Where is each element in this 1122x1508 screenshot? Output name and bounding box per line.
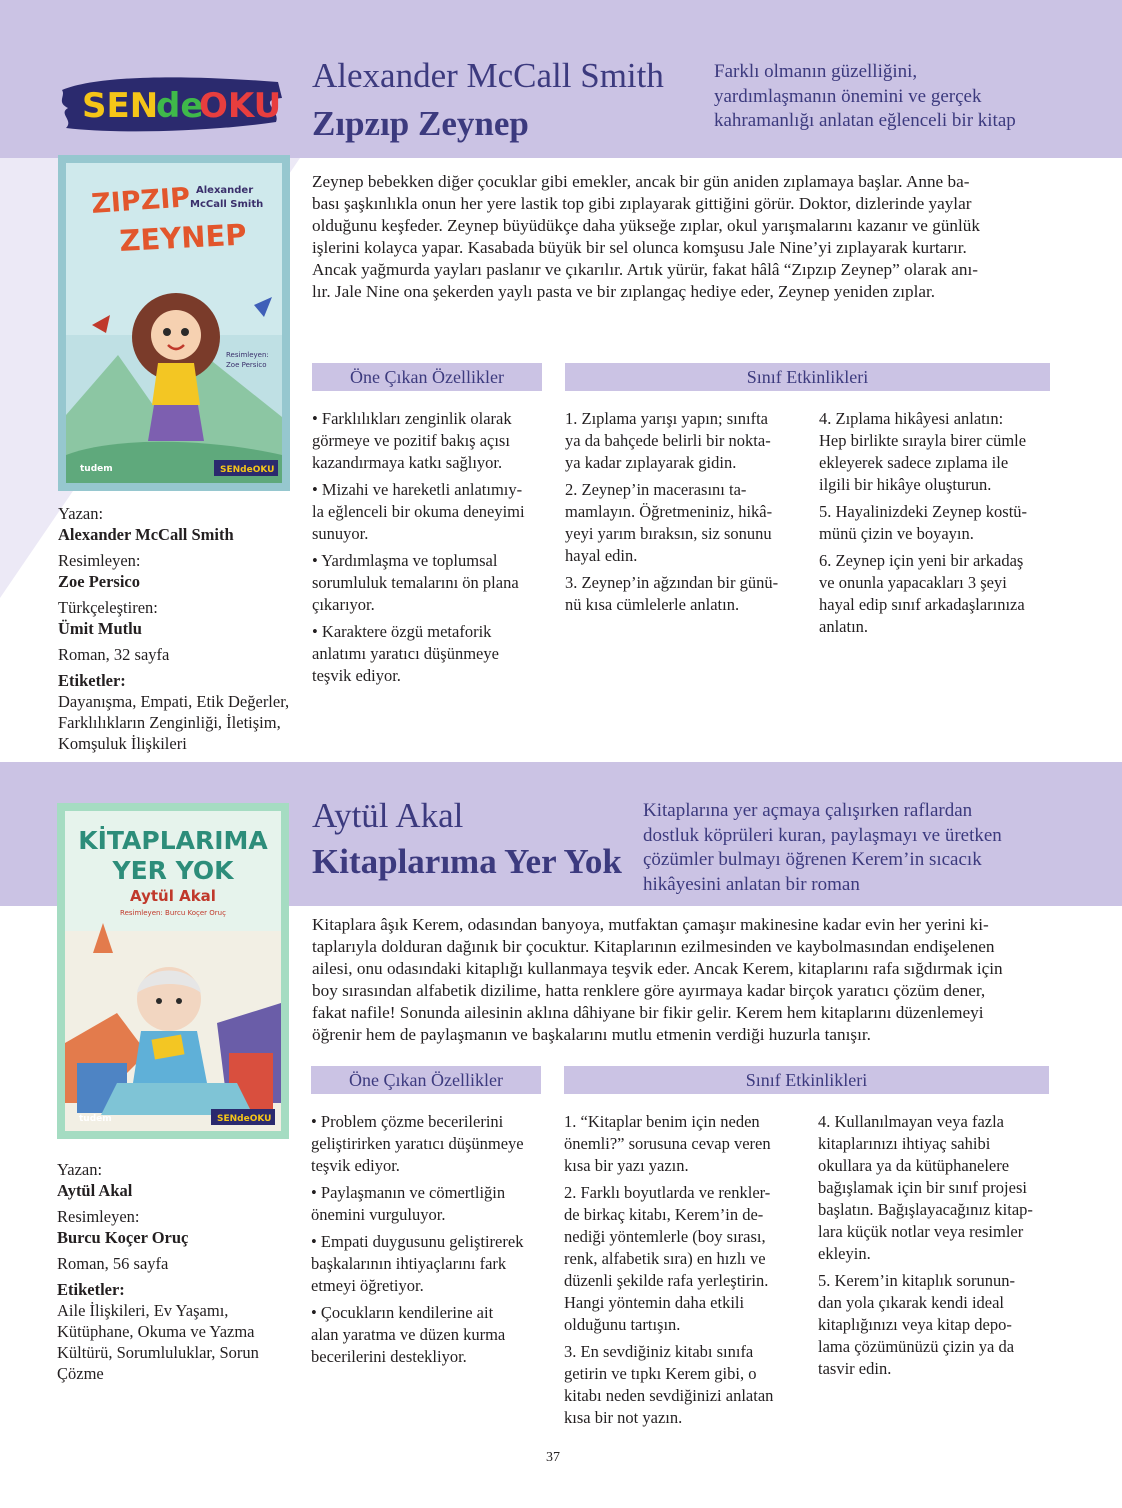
logo-de: de [156, 86, 204, 126]
book1-cover-series: SENdeOKU [220, 465, 275, 475]
book2-summary: Kitaplara âşık Kerem, odasından banyoya, mutfaktan çamaşır makinesine kadar evin her yerini ki- taplarıyla dolduran dağınık bir çocuktur. Kitaplarının ezilmesinden ve kaybolmasından endişelenen ailesi, onu odasındaki kitaplığı kullanmaya teşvik eder. Ancak Kerem, kitaplarını rafa sığdırmak için boy sırasından alfabetik dizilime, hatta renklere göre ayırmaya kadar birçok yaratıcı çözüm dener, fakat nafile! Sonunda ailesinin aklına dâhiyane bir fikir gelir. Kerem hem kitaplarını düzenlemeyi öğrenir hem de paylaşmanın ve başkalarını mutlu etmenin verdiği huzurla tanışır. [312, 915, 1003, 1044]
list-item: 4. Kullanılmayan veya fazla kitaplarınızı ihtiyaç sahibi okullara ya da kütüphanelere bağışlamak için bir sınıf projesi başlatın. Bağışlayacağınız kitap- lara küçük notlar veya resimler ekleyin. [818, 1112, 1033, 1263]
book1-cover-author-2: McCall Smith [190, 199, 264, 210]
list-item: 2. Zeynep’in macerasını ta- mamlayın. Öğretmeniniz, hikâ- yeyi yarım bıraksın, siz sonunu hayal edin. [565, 480, 773, 565]
list-item: 4. Zıplama hikâyesi anlatın: Hep birlikte sırayla birer cümle ekleyerek sadece zıplama ile ilgili bir hikâye oluşturun. [819, 409, 1027, 494]
book2-info-panel: Yazan: Aytül Akal Resimleyen: Burcu Koçer Oruç Roman, 56 sayfa Etiketler: Aile İlişkileri, Ev Yaşamı, Kütüphane, Okuma ve Yazma Kültürü, Sorumluluklar, Sorun Çözme [57, 1160, 259, 1383]
book2-cover-author: Aytül Akal [130, 887, 216, 905]
list-item: 5. Kerem’in kitaplık sorunun- dan yola çıkarak kendi ideal kitaplığınızı veya kitap depo- lama çözümünüzü çizin ya da tasvir edin. [818, 1271, 1016, 1378]
book1-activities-right [819, 408, 1069, 643]
list-item: 6. Zeynep için yeni bir arkadaş ve onunla yapacakları 3 şeyi hayal edip sınıf arkadaşlarınıza anlatın. [819, 551, 1025, 636]
list-item: • Yardımlaşma ve toplumsal sorumluluk temalarını ön plana çıkarıyor. [312, 551, 519, 614]
book1-cover-title-1: ZIPZIP [90, 182, 192, 220]
book1-cover-illustrator-label: Resimleyen: [226, 351, 269, 359]
list-item: • Empati duygusunu geliştirerek başkalarının ihtiyaçlarını fark etmeyi öğretiyor. [311, 1232, 524, 1295]
book1-cover-illustrator: Zoe Persico [226, 361, 267, 369]
book2-cover-image [57, 803, 289, 1139]
list-item: • Karaktere özgü metaforik anlatımı yaratıcı düşünmeye teşvik ediyor. [312, 622, 499, 685]
book2-tagline: Kitaplarına yer açmaya çalışırken raflardan dostluk köprüleri kuran, paylaşmayı ve üretken çözümler bulmayı öğrenen Kerem’in sıcacık hikâyesini anlatan bir roman [643, 800, 1002, 895]
book2-features-header: Öne Çıkan Özellikler [311, 1066, 541, 1094]
list-item: 2. Farklı boyutlarda ve renkler- de birkaç kitabı, Kerem’in de- nediği yöntemlerle (boy sırası, renk, alfabetik sıra) en hızlı ve düzenli şekilde rafa yerleştirin. Hangi yöntemin daha etkili olduğunu tartışın. [564, 1183, 771, 1334]
book2-cover-illustrator: Resimleyen: Burcu Koçer Oruç [120, 909, 226, 917]
list-item: • Çocukların kendilerine ait alan yaratma ve düzen kurma becerilerini destekliyor. [311, 1303, 506, 1366]
book2-activities-header: Sınıf Etkinlikleri [564, 1066, 1049, 1094]
book1-tagline: Farklı olmanın güzelliğini, yardımlaşmanın önemini ve gerçek kahramanlığı anlatan eğlenceli bir kitap [714, 61, 1016, 131]
list-item: 3. Zeynep’in ağzından bir günü- nü kısa cümlelerle anlatın. [565, 573, 779, 614]
book1-cover-title-2: ZEYNEP [118, 217, 248, 258]
book2-features-list [311, 1111, 556, 1373]
book1-cover-image [58, 155, 290, 491]
list-item: 1. Zıplama yarışı yapın; sınıfta ya da bahçede belirli bir nokta- ya kadar zıplayarak gidin. [565, 409, 771, 472]
book1-features-list [312, 408, 552, 692]
logo-sen: SEN [82, 86, 159, 126]
book2-activities-right [818, 1111, 1068, 1385]
book1-cover-author-1: Alexander [196, 185, 254, 196]
book1-cover-publisher: tudem [80, 464, 113, 474]
list-item: 5. Hayalinizdeki Zeynep kostü- münü çizin ve boyayın. [819, 502, 1028, 543]
logo-oku: OKU [199, 86, 282, 126]
book1-activities-left [565, 408, 805, 621]
book2-cover-title-2: YER YOK [112, 856, 234, 885]
book2-cover-series: SENdeOKU [217, 1114, 272, 1124]
book1-title-heading: Zıpzıp Zeynep [312, 104, 529, 143]
list-item: 3. En sevdiğiniz kitabı sınıfa getirin ve tıpkı Kerem gibi, o kitabı neden sevdiğinizi anlatan kısa bir not yazın. [564, 1342, 774, 1427]
list-item: • Farklılıkları zenginlik olarak görmeye ve pozitif bakış açısı kazandırmaya katkı sağlıyor. [312, 409, 512, 472]
book2-cover-publisher: tudem [79, 1114, 112, 1124]
list-item: • Mizahi ve hareketli anlatımıy- la eğlenceli bir okuma deneyimi sunuyor. [312, 480, 525, 543]
list-item: 1. “Kitaplar benim için neden önemli?” sorusuna cevap veren kısa bir yazı yazın. [564, 1112, 771, 1175]
book1-summary: Zeynep bebekken diğer çocuklar gibi emekler, ancak bir gün aniden zıplamaya başlar. Anne ba- bası şaşkınlıkla onun her yere lastik top gibi zıplayarak gittiğini görür. Doktor, dizlerinde yaylar olduğunu keşfeder. Zeynep büyüdükçe daha yükseğe zıplar, okul yarışmalarını kazanır ve günlük işlerini kolayca yapar. Kasabada büyük bir sel olunca komşusu Jale Nine’yi zıplayarak kurtarır. Ancak yağmurda yayları paslanır ve çıkarılır. Artık yürür, fakat hâlâ “Zıpzıp Zeynep” olarak anı- lır. Jale Nine ona şekerden yaylı pasta ve bir zıplangaç hediye eder, Zeynep yeniden zıplar. [312, 172, 980, 301]
book2-activities-left [564, 1111, 809, 1434]
sen-de-oku-logo [56, 70, 286, 136]
page-number: 37 [546, 1450, 560, 1465]
book1-activities-header: Sınıf Etkinlikleri [565, 363, 1050, 391]
book1-info-panel: Yazan: Alexander McCall Smith Resimleyen: Zoe Persico Türkçeleştiren: Ümit Mutlu Roman, 32 sayfa Etiketler: Dayanışma, Empati, Etik Değerler, Farklılıkların Zenginliği, İletişim, Komşuluk İlişkileri [58, 504, 290, 753]
list-item: • Paylaşmanın ve cömertliğin önemini vurguluyor. [311, 1183, 506, 1224]
book2-title-heading: Kitaplarıma Yer Yok [312, 842, 622, 881]
book1-features-header: Öne Çıkan Özellikler [312, 363, 542, 391]
book2-author-heading: Aytül Akal [312, 796, 464, 835]
book2-cover-title-1: KİTAPLARIMA [78, 826, 268, 855]
list-item: • Problem çözme becerilerini geliştirirken yaratıcı düşünmeye teşvik ediyor. [311, 1112, 524, 1175]
book1-author-heading: Alexander McCall Smith [312, 56, 664, 95]
